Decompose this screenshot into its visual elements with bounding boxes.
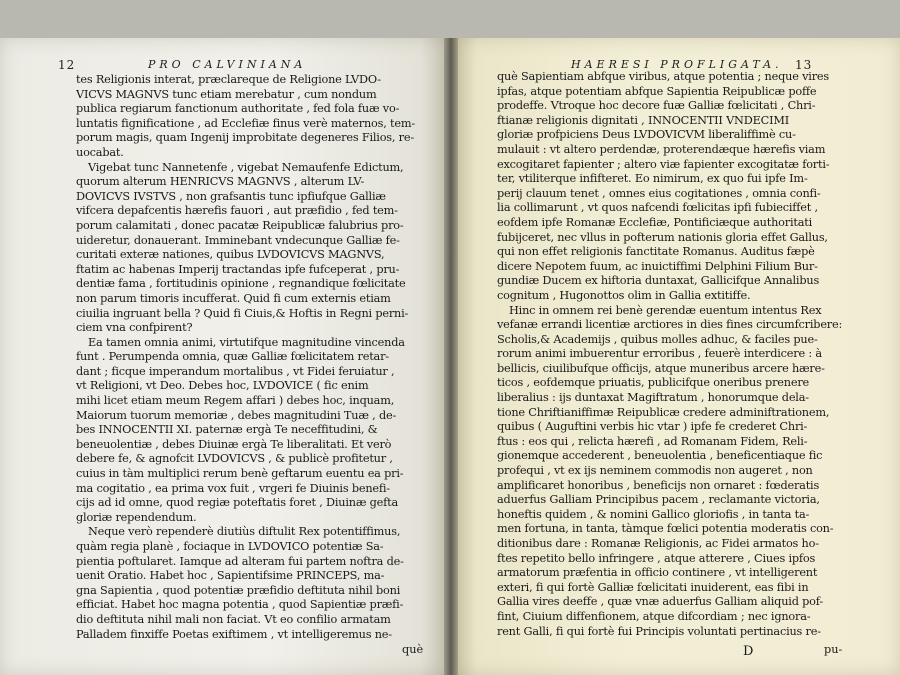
text-line: liberalius : ijs duntaxat Magiftratum , honorumque dela- (497, 391, 809, 405)
text-line: DOVICVS IVSTVS , non grafsantis tunc ipfiufque Galliæ (76, 189, 386, 203)
text-line: men fortuna, in tanta, tàmque fœlici potentia moderatis con- (497, 522, 834, 536)
text-line: Palladem finxiffe Poetas exiftimem , vt intelligeremus ne- (76, 627, 392, 641)
text-line: ftes repetito bello infringere , atque atterere , Ciues ipfos (497, 551, 816, 565)
left-page-number: 12 (58, 58, 76, 72)
text-line: luntatis fignificatione , ad Ecclefiæ finus verè maternos, tem- (76, 116, 415, 130)
text-line: dant ; ficque imperandum mortalibus , vt Fidei feruiatur , (76, 364, 395, 378)
text-line: vefanæ errandi licentiæ arctiores in dies fines circumfcribere: (497, 318, 843, 332)
text-line: profequi , vt ex ijs neminem commodis non augeret , non (497, 464, 813, 478)
text-line: mihi licet etiam meum Regem affari ) debes hoc, inquam, (76, 394, 395, 408)
text-line: gloriæ profpiciens Deus LVDOVICVM liberaliffimè cu- (497, 128, 796, 142)
text-line: ciuilia ingruant bella ? Quid fi Ciuis,& Hoftis in Regni perni- (76, 306, 409, 320)
text-line: funt . Perumpenda omnia, quæ Galliæ fœlicitatem retar- (76, 350, 389, 364)
text-line: rent Galli, fi qui fortè fui Principis voluntati pertinacius re- (497, 624, 821, 638)
text-line: gna Sapientia , quod potentiæ præfidio deftituta nihil boni (76, 583, 401, 597)
text-line: VICVS MAGNVS tunc etiam merebatur , cum nondum (76, 87, 377, 101)
text-line: gundiæ Ducem ex hiftoria duntaxat, Gallicifque Annalibus (497, 274, 820, 288)
right-running-head: HAERESI PROFLIGATA. (571, 58, 783, 71)
text-line: bes INNOCENTII XI. paternæ ergà Te neceffitudini, & (76, 423, 378, 437)
text-line: beneuolentiæ , debes Diuinæ ergà Te liberalitati. Et verò (76, 437, 392, 451)
text-line: cijs ad id omne, quod regiæ poteftatis foret , Diuinæ gefta (76, 496, 399, 510)
text-line: quorum alterum HENRICVS MAGNVS , alterum LV- (76, 175, 365, 189)
text-line: Neque verò rependerè diutiùs diftulit Rex potentiffimus, (88, 525, 401, 539)
text-line: ma cogitatio , ea prima vox fuit , vrgeri fe Diuinis benefi- (76, 481, 390, 495)
text-line: Hinc in omnem rei benè gerendæ euentum intentus Rex (509, 303, 822, 317)
text-line: gionemque accederent , beneuolentia , beneficentiaque fic (497, 449, 823, 463)
text-line: Maiorum tuorum memoriæ , debes magnitudini Tuæ , de- (76, 408, 397, 422)
text-line: debere fe, & agnofcit LVDOVICVS , & publicè profitetur , (76, 452, 393, 466)
text-line: què Sapientiam abfque viribus, atque potentia ; neque vires (497, 70, 829, 83)
text-line: bellicis, ciuilibufque officijs, atque muneribus arcere hære- (497, 361, 825, 375)
book-gutter (444, 38, 458, 675)
text-line: tes Religionis interat, præclareque de Religione LVDO- (76, 73, 381, 86)
text-line: uideretur, donauerant. Imminebant vndecunque Galliæ fe- (76, 233, 400, 247)
text-line: fubijceret, nec vllus in pofterum nationis gloria effet Gallus, (497, 230, 828, 244)
text-line: amplificaret honoribus , beneficijs non ornaret : fœderatis (497, 478, 820, 492)
right-page-number: 13 (795, 58, 813, 72)
text-line: quàm regia planè , fociaque in LVDOVICO potentiæ Sa- (76, 540, 384, 553)
text-line: prodeffe. Vtroque hoc decore fuæ Galliæ fœlicitati , Chri- (497, 99, 816, 113)
text-line: armatorum præfentia in officio continere , vt intelligerent (497, 566, 818, 580)
text-line: eofdem ipfe Romanæ Ecclefiæ, Pontificiæque authoritati (497, 215, 813, 229)
text-line: mulauit : vt altero perdendæ, proterendæque hærefis viam (497, 142, 826, 156)
text-line: Gallia vires deeffe , quæ vnæ aduerfus Galliam aliquid pof- (497, 595, 823, 609)
text-line: ditionibus dare : Romanæ Religionis, ac Fidei armatos ho- (497, 537, 819, 550)
text-line: rorum animi imbuerentur erroribus , feuerè interdicere : à (497, 347, 822, 361)
text-line: porum calamitati , donec pacatæ Reipublicæ falubrius pro- (76, 218, 404, 232)
text-line: cognitum , Hugonottos olim in Gallia extitiffe. (497, 288, 751, 302)
text-line: ftianæ religionis dignitati , INNOCENTII VNDECIMI (497, 113, 789, 127)
text-line: tione Chriftianiffimæ Reipublicæ credere adminiftrationem, (497, 405, 830, 419)
right-signature-mark: D (743, 644, 754, 659)
text-line: uenit Oratio. Habet hoc , Sapientifsime PRINCEPS, ma- (76, 569, 385, 583)
text-line: aduerfus Galliam Principibus pacem , reclamante victoria, (497, 493, 820, 507)
left-body-text (76, 73, 426, 642)
text-line: ftus : eos qui , relicta hærefi , ad Romanam Fidem, Reli- (497, 434, 808, 448)
text-line: curitati exteræ nationes, quibus LVDOVICVS MAGNVS, (76, 248, 385, 262)
text-line: exteri, fi qui fortè Galliæ fœlicitati inuiderent, eas fibi in (497, 580, 809, 594)
text-line: perij clauum tenet , omnes eius cogitationes , omnia confi- (497, 186, 821, 200)
text-line: efficiat. Habet hoc magna potentia , quod Sapientiæ præfi- (76, 598, 404, 612)
text-line: Ea tamen omnia animi, virtutifque magnitudine vincenda (88, 335, 405, 349)
right-catchword: pu- (824, 643, 843, 656)
text-line: ticos , eofdemque priuatis, publicifque oneribus prenere (497, 376, 810, 390)
text-line: excogitaret fapienter ; altero viæ fapienter excogitatæ forti- (497, 157, 830, 171)
text-line: dentiæ fama , fortitudinis opinione , regnandique fœlicitate (76, 277, 406, 291)
text-line: fint, Ciuium diffenfionem, atque difcordiam ; nec ignora- (497, 609, 811, 623)
text-line: qui non effet religionis fanctitate Romanus. Auditus fæpè (497, 245, 815, 259)
text-line: quibus ( Auguftini verbis hic vtar ) ipfe fe crederet Chri- (497, 420, 808, 434)
text-line: Scholis,& Academijs , quibus molles adhuc, & faciles pue- (497, 332, 818, 346)
text-line: cuius in tàm multiplici rerum benè geftarum euentu ea pri- (76, 467, 404, 481)
left-catchword: què (402, 643, 424, 656)
text-line: honeftis quidem , & nomini Gallico gloriofis , in tanta ta- (497, 507, 810, 521)
left-running-header (0, 58, 447, 74)
text-line: vt Religioni, vt Deo. Debes hoc, LVDOVICE ( fic enim (76, 379, 369, 393)
text-line: ftatim ac habenas Imperij tractandas ipfe fufceperat , pru- (76, 262, 400, 276)
text-line: Vigebat tunc Nannetenfe , vigebat Nemaufenfe Edictum, (88, 160, 404, 174)
text-line: pientia poftularet. Iamque ad alteram fui partem noftra de- (76, 554, 404, 568)
text-line: ciem vna confpirent? (76, 321, 193, 335)
text-line: ter, vtiliterque infifteret. Eo nimirum, ex quo fui ipfe Im- (497, 172, 808, 186)
text-line: gloriæ rependendum. (76, 510, 197, 524)
left-running-head: PRO CALVINIANA (148, 58, 307, 71)
text-line: dicere Nepotem fuum, ac inuictiffimi Delphini Filium Bur- (497, 259, 818, 273)
text-line: vifcera depafcentis hærefis fauori , aut præfidio , fed tem- (76, 204, 398, 218)
text-line: lia collimarunt , vt quos nafcendi fœlicitas ipfi fubieciffet , (497, 201, 818, 215)
text-line: dio deftituta nihil mali non faciat. Vt eo confilio armatam (76, 612, 391, 626)
text-line: uocabat. (76, 145, 124, 159)
text-line: porum magis, quam Ingenij improbitate degeneres Filios, re- (76, 131, 414, 145)
text-line: ipfas, atque potentiam abfque Sapientia Reipublicæ poffe (497, 84, 817, 98)
text-line: publica regiarum fanctionum authoritate , fed fola fuæ vo- (76, 102, 400, 116)
text-line: non parum timoris incufferat. Quid fi cum externis etiam (76, 291, 391, 305)
right-body-text (497, 70, 847, 639)
